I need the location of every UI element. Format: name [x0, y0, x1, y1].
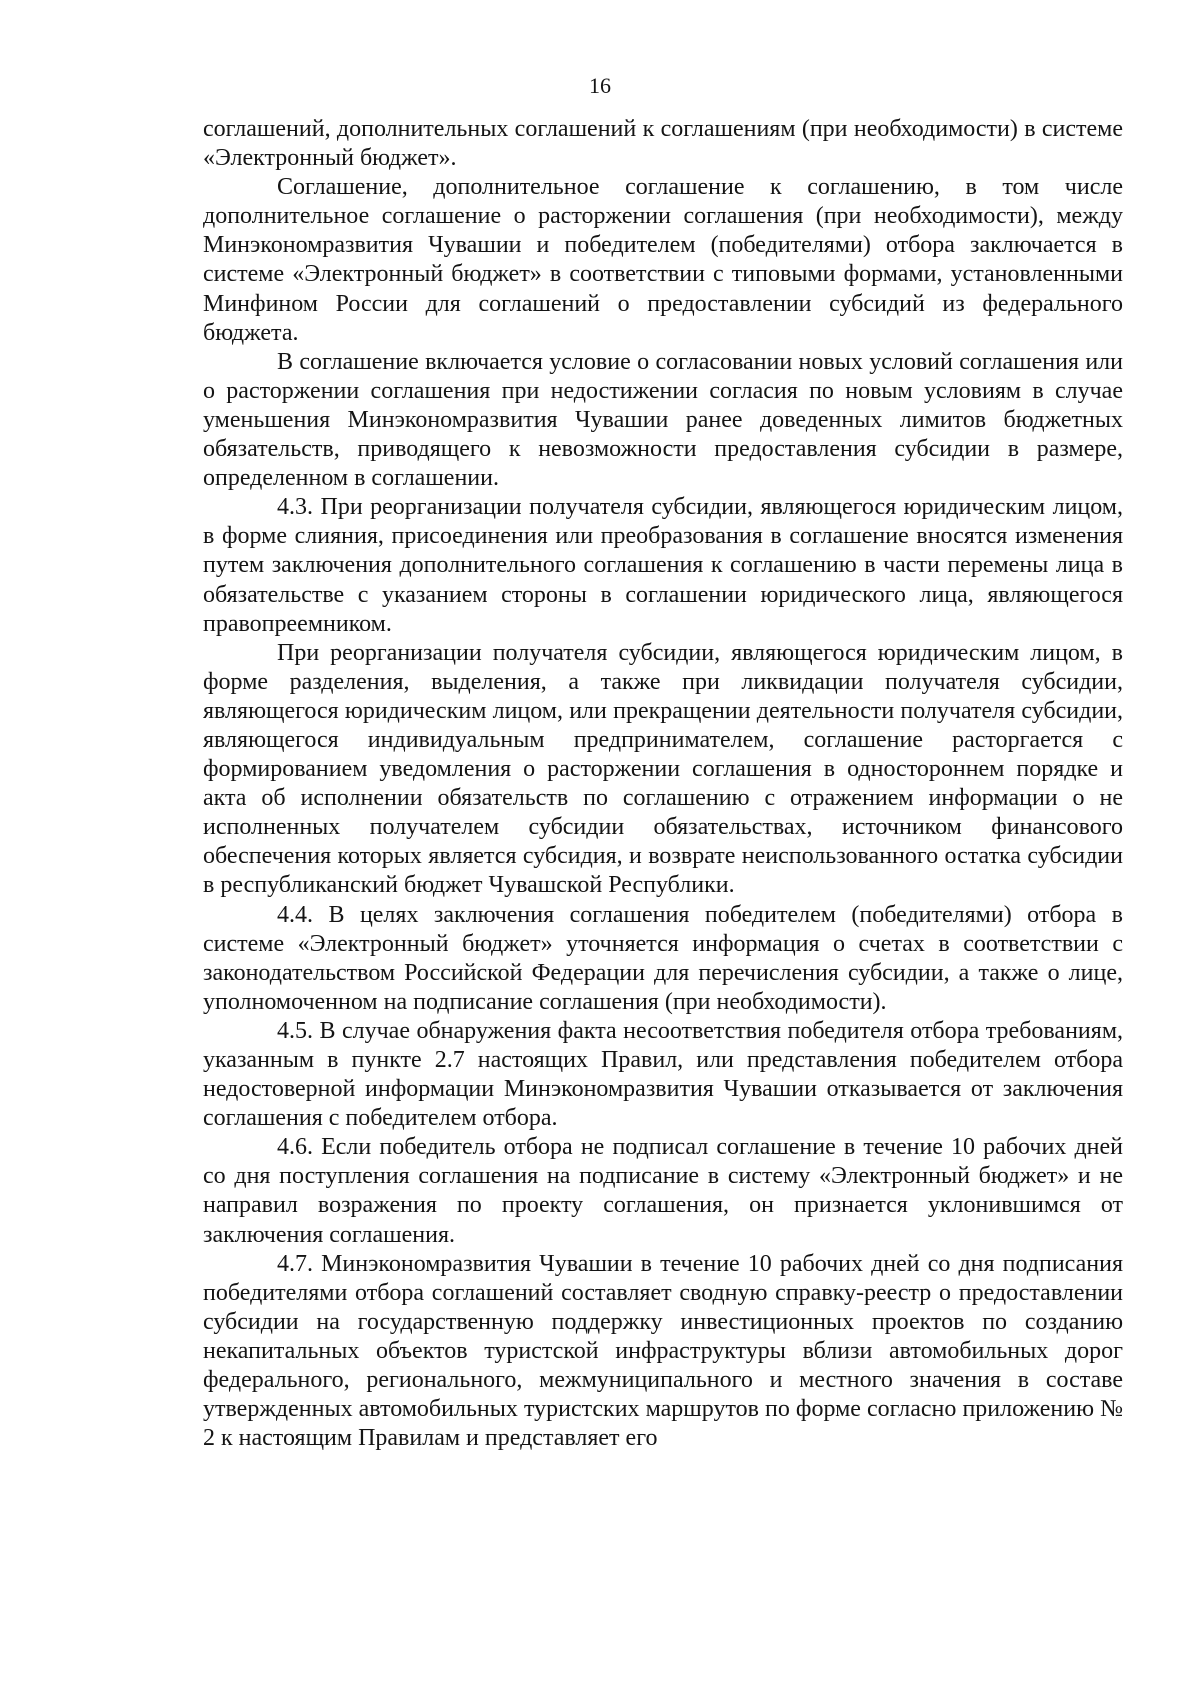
- paragraph-agreement-conclusion: Соглашение, дополнительное соглашение к соглашению, в том числе дополнительное соглашение о расторжении соглашения (при необходимости), между Минэкономразвития Чувашии и победителем (победителями) отбора заключается в системе «Электронный бюджет» в соответствии с типовыми формами, установленными Минфином России для соглашений о предоставлении субсидий из федерального бюджета.: [203, 174, 1123, 346]
- paragraph-section-4-6: 4.6. Если победитель отбора не подписал соглашение в течение 10 рабочих дней со дня поступления соглашения на подписание в систему «Электронный бюджет» и не направил возражения по проекту соглашения, он признается уклонившимся от заключения соглашения.: [203, 1134, 1123, 1248]
- paragraph-continuation: соглашений, дополнительных соглашений к соглашениям (при необходимости) в системе «Электронный бюджет».: [203, 116, 1123, 172]
- document-body: [203, 115, 1123, 1453]
- paragraph-section-4-5: 4.5. В случае обнаружения факта несоответствия победителя отбора требованиям, указанным в пункте 2.7 настоящих Правил, или представления победителем отбора недостоверной информации Минэкономразвития Чувашии отказывается от заключения соглашения с победителем отбора.: [203, 1017, 1123, 1132]
- paragraph-section-4-7: 4.7. Минэкономразвития Чувашии в течение 10 рабочих дней со дня подписания победителями отбора соглашений составляет сводную справку-реестр о предоставлении субсидии на государственную поддержку инвестиционных проектов по созданию некапитальных объектов туристской инфраструктуры вблизи автомобильных дорог федерального, регионального, межмуниципального и местного значения в составе утвержденных автомобильных туристских маршрутов по форме согласно приложению № 2 к настоящим Правилам и представляет его: [203, 1250, 1123, 1452]
- paragraph-section-4-4: 4.4. В целях заключения соглашения победителем (победителями) отбора в системе «Электронный бюджет» уточняется информация о счетах в соответствии с законодательством Российской Федерации для перечисления субсидии, а также о лице, уполномоченном на подписание соглашения (при необходимости).: [203, 901, 1123, 1015]
- paragraph-section-4-3: 4.3. При реорганизации получателя субсидии, являющегося юридическим лицом, в форме слияния, присоединения или преобразования в соглашение вносятся изменения путем заключения дополнительного соглашения к соглашению в части перемены лица в обязательстве с указанием стороны в соглашении юридического лица, являющегося правопреемником.: [203, 494, 1123, 637]
- page-number: 16: [589, 73, 611, 98]
- paragraph-agreement-conditions: В соглашение включается условие о согласовании новых условий соглашения или о расторжении соглашения при недостижении согласия по новым условиям в случае уменьшения Минэкономразвития Чувашии ранее доведенных лимитов бюджетных обязательств, приводящего к невозможности предоставления субсидии в размере, определенном в соглашении.: [203, 348, 1123, 492]
- paragraph-reorganization: При реорганизации получателя субсидии, являющегося юридическим лицом, в форме разделения, выделения, а также при ликвидации получателя субсидии, являющегося юридическим лицом, или прекращении деятельности получателя субсидии, являющегося индивидуальным предпринимателем, соглашение расторгается с формированием уведомления о расторжении соглашения в одностороннем порядке и акта об исполнении обязательств по соглашению с отражением информации о не исполненных получателем субсидии обязательствах, источником финансового обеспечения которых является субсидия, и возврате неиспользованного остатка субсидии в республиканский бюджет Чувашской Республики.: [203, 639, 1123, 899]
